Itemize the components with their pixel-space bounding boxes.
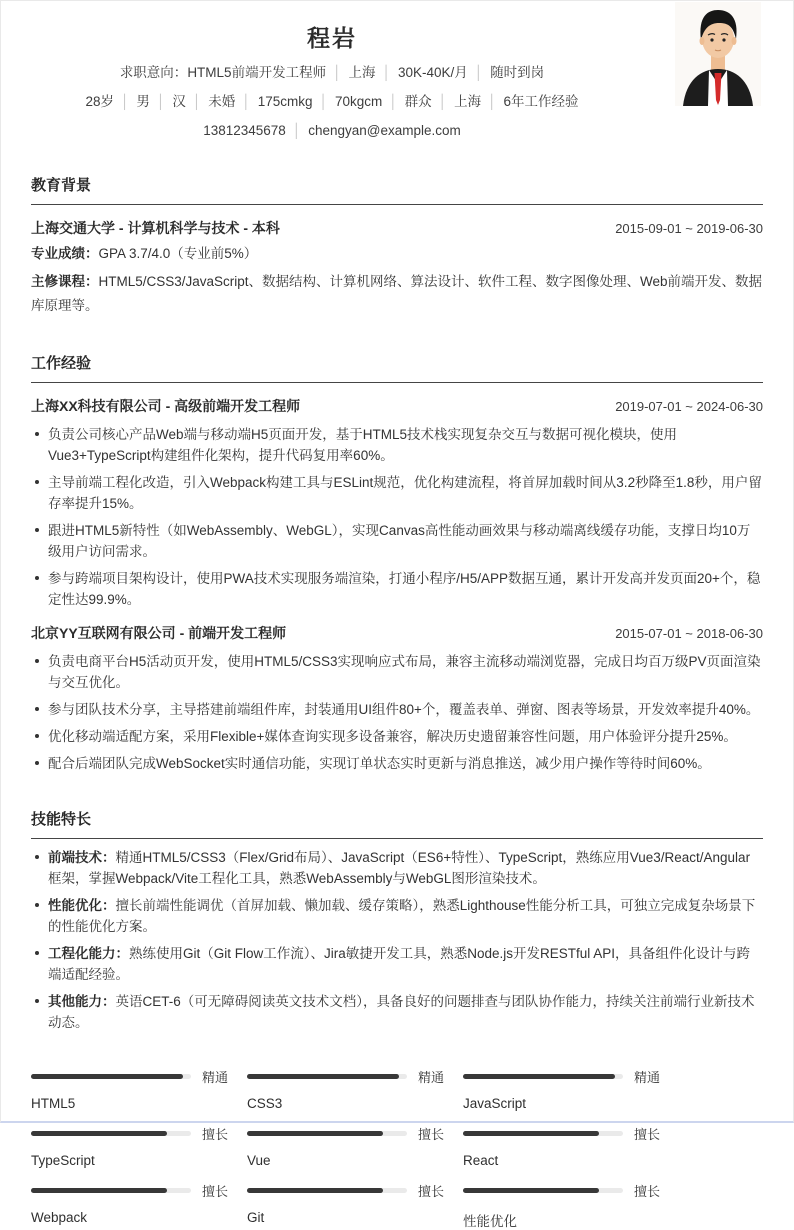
info-item: 175cmkg	[257, 93, 313, 109]
skill-bar-track	[463, 1131, 623, 1136]
info-item: 随时到岗	[490, 64, 545, 80]
info-item: 上海	[348, 64, 376, 80]
courses-value: HTML5/CSS3/JavaScript、数据结构、计算机网络、算法设计、软件工程、数字图像处理、Web前端开发、数据库原理等。	[31, 274, 763, 314]
skill-bar-fill	[463, 1074, 615, 1079]
skill-bar-cell	[463, 1067, 679, 1111]
separator: │	[192, 93, 202, 109]
skill-bar-cell	[31, 1067, 247, 1111]
skill-bar-cell	[31, 1124, 247, 1168]
skill-level-label: 擅长	[634, 1184, 661, 1200]
section-title-skills: 技能特长	[31, 808, 763, 839]
bullet-item: 主导前端工程化改造，引入Webpack构建工具与ESLint规范，优化构建流程，将首屏加载时间从3.2秒降至1.8秒，用户留存率提升15%。	[48, 472, 763, 514]
skill-label: 性能优化：	[48, 898, 116, 914]
skill-bars-grid	[31, 1067, 763, 1230]
skill-bar-cell	[247, 1181, 463, 1230]
info-item: 未婚	[208, 93, 236, 109]
section-title-work: 工作经验	[31, 352, 763, 383]
bullet-item: 配合后端团队完成WebSocket实时通信功能，实现订单状态实时更新与消息推送，减少用户操作等待时间60%。	[48, 753, 763, 774]
separator: │	[382, 64, 391, 80]
skill-level-label: 擅长	[634, 1127, 661, 1143]
skill-bar-track	[463, 1188, 623, 1193]
skill-bar-name: Vue	[247, 1153, 271, 1169]
job-bullet-list	[31, 424, 763, 610]
skill-bullet-item	[48, 991, 763, 1033]
candidate-name: 程岩	[307, 25, 357, 51]
intent-label: 求职意向：	[119, 64, 188, 80]
skill-label: 前端技术：	[48, 850, 116, 866]
courses-label: 主修课程：	[31, 274, 99, 290]
separator: │	[319, 93, 328, 109]
skill-bar-cell	[463, 1124, 679, 1168]
profile-photo	[675, 2, 761, 106]
skill-bar-fill	[247, 1131, 383, 1136]
skill-bullet-item	[48, 943, 763, 985]
skill-level-label: 擅长	[418, 1184, 445, 1200]
separator: │	[292, 123, 302, 139]
contact-line	[31, 122, 633, 140]
skill-bar-fill	[463, 1131, 599, 1136]
skill-bullet-item	[48, 847, 763, 889]
skills-bullet-list	[31, 847, 763, 1033]
bullet-item: 负责电商平台H5活动页开发，使用HTML5/CSS3实现响应式布局，兼容主流移动端浏览器，完成日均百万级PV页面渲染与交互优化。	[48, 651, 763, 693]
skill-bar-fill	[247, 1074, 399, 1079]
skill-bar-name: Webpack	[31, 1210, 88, 1226]
gpa-label: 专业成绩：	[31, 246, 99, 262]
skill-text: 精通HTML5/CSS3（Flex/Grid布局）、JavaScript（ES6+特性）、TypeScript，熟练应用Vue3/React/Angular框架，掌握Webpack/Vite工程化工具，熟悉WebAssembly与WebGL图形渲染技术。	[48, 850, 751, 887]
skill-bar-name: CSS3	[247, 1096, 283, 1112]
skill-bar-track	[31, 1131, 191, 1136]
education-entry-head	[31, 218, 763, 238]
info-item: 30K-40K/月	[397, 64, 468, 80]
skill-bar-fill	[31, 1074, 183, 1079]
job-entry-head	[31, 396, 763, 416]
info-item: 汉	[172, 93, 186, 109]
separator: │	[488, 93, 497, 109]
info-item: chengyan@example.com	[308, 123, 461, 139]
skill-level-label: 擅长	[202, 1184, 229, 1200]
skill-bar-track	[247, 1188, 407, 1193]
skill-bar-fill	[31, 1131, 167, 1136]
skill-bar-cell	[247, 1067, 463, 1111]
info-item: 70kgcm	[334, 93, 383, 109]
skill-bar-name: HTML5	[31, 1096, 76, 1112]
skill-text: 英语CET-6（可无障碍阅读英文技术文档），具备良好的问题排查与团队协作能力，持续关注前端行业新技术动态。	[48, 994, 755, 1031]
skill-bar-fill	[247, 1188, 383, 1193]
separator: │	[389, 93, 398, 109]
info-item: 群众	[404, 93, 432, 109]
bullet-item: 参与团队技术分享，主导搭建前端组件库，封装通用UI组件80+个，覆盖表单、弹窗、图表等场景，开发效率提升40%。	[48, 699, 763, 720]
skill-bar-fill	[31, 1188, 167, 1193]
gpa-line	[31, 242, 763, 266]
info-item: 上海	[454, 93, 482, 109]
skill-text: 熟练使用Git（Git Flow工作流）、Jira敏捷开发工具，熟悉Node.js开发RESTful API，具备组件化设计与跨端适配经验。	[48, 946, 751, 983]
skill-label: 其他能力：	[48, 994, 116, 1010]
separator: │	[242, 93, 251, 109]
info-item: HTML5前端开发工程师	[187, 64, 327, 80]
skill-bullet-item	[48, 895, 763, 937]
skill-bar-track	[247, 1074, 407, 1079]
info-item: 6年工作经验	[503, 93, 579, 109]
intent-items	[187, 65, 544, 80]
skill-level-label: 擅长	[418, 1127, 445, 1143]
job-entry-head	[31, 623, 763, 643]
personal-info-line	[31, 93, 633, 111]
company-position: 上海XX科技有限公司 - 高级前端开发工程师	[31, 398, 301, 415]
school-degree: 上海交通大学 - 计算机科学与技术 - 本科	[31, 220, 280, 237]
bullet-item: 跟进HTML5新特性（如WebAssembly、WebGL），实现Canvas高性能动画效果与移动端离线缓存功能，支撑日均10万级用户访问需求。	[48, 520, 763, 562]
skill-bar-cell	[463, 1181, 679, 1230]
skill-bar-name: 性能优化	[463, 1214, 517, 1230]
job-date-range: 2015-07-01 ~ 2018-06-30	[615, 626, 763, 642]
skill-level-label: 精通	[634, 1070, 661, 1086]
separator: │	[333, 64, 342, 80]
courses-line	[31, 270, 763, 318]
skill-text: 擅长前端性能调优（首屏加载、懒加载、缓存策略），熟悉Lighthouse性能分析工具，可独立完成复杂场景下的性能优化方案。	[48, 898, 756, 935]
job-date-range: 2019-07-01 ~ 2024-06-30	[615, 399, 763, 415]
section-title-education: 教育背景	[31, 174, 763, 205]
separator: │	[438, 93, 448, 109]
separator: │	[156, 93, 166, 109]
skill-bar-cell	[31, 1181, 247, 1230]
separator: │	[120, 93, 130, 109]
bullet-item: 优化移动端适配方案，采用Flexible+媒体查询实现多设备兼容，解决历史遗留兼容性问题，用户体验评分提升25%。	[48, 726, 763, 747]
bullet-item: 参与跨端项目架构设计，使用PWA技术实现服务端渲染，打通小程序/H5/APP数据互通，累计开发高并发页面20+个，稳定性达99.9%。	[48, 568, 763, 610]
job-bullet-list	[31, 651, 763, 774]
skill-bar-track	[31, 1188, 191, 1193]
skill-bar-name: React	[463, 1153, 499, 1169]
skill-bar-track	[463, 1074, 623, 1079]
info-item: 13812345678	[203, 123, 286, 139]
resume-header	[31, 1, 763, 140]
skill-bar-name: Git	[247, 1210, 265, 1226]
skill-level-label: 擅长	[202, 1127, 229, 1143]
skill-bar-track	[247, 1131, 407, 1136]
education-date-range: 2015-09-01 ~ 2019-06-30	[615, 221, 763, 237]
header-text	[31, 25, 633, 140]
skill-level-label: 精通	[202, 1070, 229, 1086]
job-intent-line	[31, 64, 633, 82]
skill-level-label: 精通	[418, 1070, 445, 1086]
info-item: 28岁	[85, 93, 114, 109]
skill-bar-fill	[463, 1188, 599, 1193]
skill-label: 工程化能力：	[48, 946, 129, 962]
avatar-illustration	[675, 2, 761, 106]
separator: │	[474, 64, 484, 80]
gpa-value: GPA 3.7/4.0（专业前5%）	[98, 246, 258, 262]
skill-bar-name: TypeScript	[31, 1153, 95, 1169]
info-item: 男	[136, 93, 150, 109]
bullet-item: 负责公司核心产品Web端与移动端H5页面开发，基于HTML5技术栈实现复杂交互与数据可视化模块，使用Vue3+TypeScript构建组件化架构，提升代码复用率60%。	[48, 424, 763, 466]
skill-bar-cell	[247, 1124, 463, 1168]
skill-bar-name: JavaScript	[463, 1096, 527, 1112]
skill-bar-track	[31, 1074, 191, 1079]
company-position: 北京YY互联网有限公司 - 前端开发工程师	[31, 625, 287, 642]
